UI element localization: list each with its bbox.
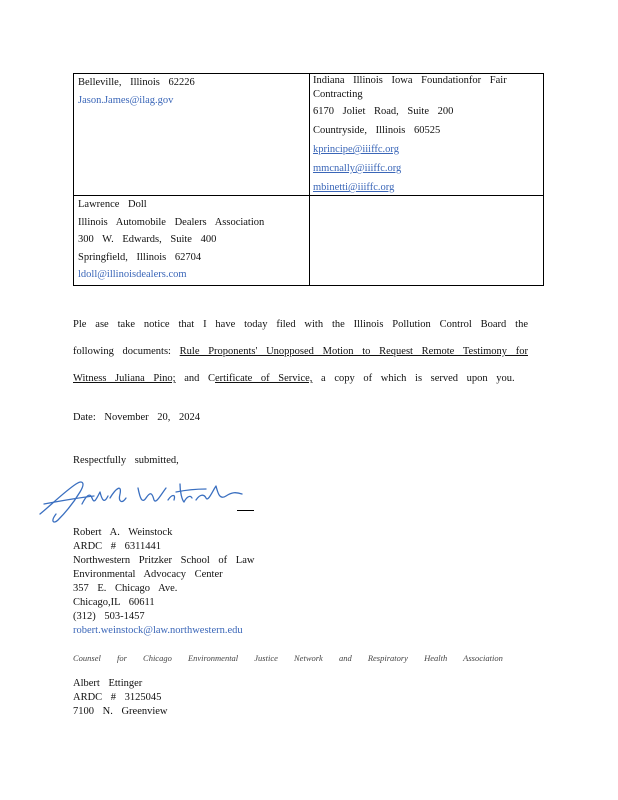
organization-name: Illinois Automobile Dealers Association: [78, 216, 265, 228]
signer-org: Northwestern Pritzker School of Law: [73, 555, 255, 566]
signer-ardc: ARDC # 3125045: [73, 692, 162, 703]
notice-text: and C: [175, 373, 215, 384]
notice-text: Ple ase take notice that I have today filed with the Illinois Pollution Control Board the following documents:: [73, 319, 528, 357]
signer-name: Robert A. Weinstock: [73, 527, 173, 538]
signer-ardc: ARDC # 6311441: [73, 541, 162, 552]
table-cell-top-left: [78, 74, 195, 110]
address-street-line: 300 W. Edwards, Suite 400: [78, 234, 217, 245]
email-link[interactable]: kprincipe@iiiffc.org: [313, 144, 399, 155]
signer-street: 7100 N. Greenview: [73, 706, 168, 717]
signer-name: Albert Ettinger: [73, 678, 143, 689]
address-city-line: Springfield, Illinois 62704: [78, 251, 202, 263]
email-link[interactable]: ldoll@illinoisdealers.com: [78, 269, 187, 280]
address-city-line: Countryside, Illinois 60525: [313, 125, 441, 136]
organization-name: Indiana Illinois Iowa Foundationfor Fair Contracting: [313, 75, 507, 100]
signer-phone: (312) 503-1457: [73, 611, 145, 622]
table-divider-vertical: [309, 74, 310, 285]
document-title-motion: Rule Proponents' Unopposed Motion to Request Remote Testimony for Witness Juliana Pino;: [73, 346, 528, 384]
email-link[interactable]: Jason.James@ilag.gov: [78, 95, 174, 106]
signer-email-link[interactable]: robert.weinstock@law.northwestern.edu: [73, 625, 243, 636]
document-title-certificate: ertificate of Service,: [215, 373, 313, 384]
signer-city: Chicago,IL 60611: [73, 597, 155, 608]
table-cell-bottom-left: [78, 196, 264, 284]
closing-line: Respectfully submitted,: [73, 455, 179, 466]
service-list-table: [73, 73, 544, 286]
email-link[interactable]: mbinetti@iiiffc.org: [313, 182, 395, 193]
notice-paragraph: [73, 311, 528, 392]
table-cell-top-right: [313, 74, 541, 197]
address-street-line: 6170 Joliet Road, Suite 200: [313, 106, 454, 117]
address-city-line: Belleville, Illinois 62226: [78, 77, 195, 88]
recipient-name: Lawrence Doll: [78, 199, 147, 210]
handwritten-signature: [36, 474, 246, 526]
signer-org-center: Environmental Advocacy Center: [73, 569, 223, 580]
email-link[interactable]: mmcnally@iiiffc.org: [313, 163, 402, 174]
counsel-line: Counsel for Chicago Environmental Justice Network and Respiratory Health Association: [73, 653, 503, 663]
signer-street: 357 E. Chicago Ave.: [73, 583, 178, 594]
signature-line: [237, 510, 254, 511]
signer-block-ettinger: [73, 677, 168, 719]
signer-block-weinstock: [73, 526, 254, 638]
notice-text: a copy of which is served upon you.: [312, 373, 515, 384]
date-line: Date: November 20, 2024: [73, 412, 201, 423]
